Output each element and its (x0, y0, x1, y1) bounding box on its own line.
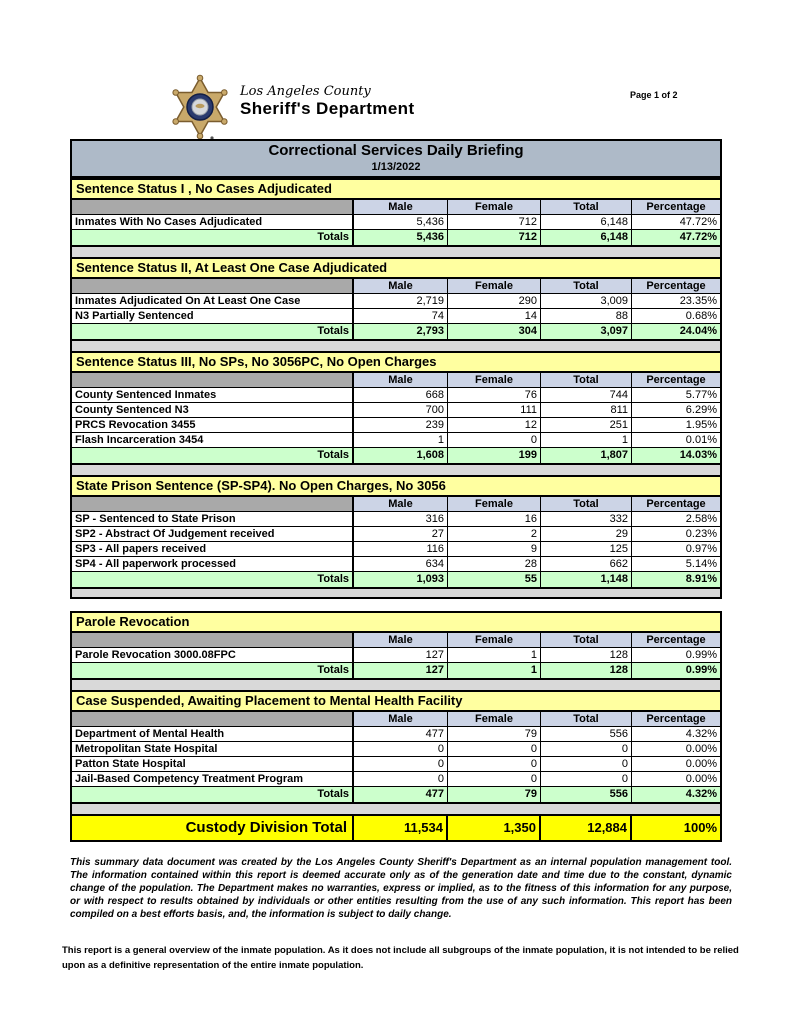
column-header-cell: Total (541, 279, 632, 294)
totals-percentage-cell: 4.32% (632, 787, 720, 802)
totals-percentage-cell: 47.72% (632, 230, 720, 245)
table-row (72, 512, 720, 527)
report-section (70, 178, 722, 247)
totals-female-cell: 55 (448, 572, 541, 587)
totals-female-cell: 1 (448, 663, 541, 678)
percentage-cell: 4.32% (632, 727, 720, 742)
section-spacer (70, 247, 722, 257)
report-title: Correctional Services Daily Briefing (268, 142, 524, 159)
totals-percentage-cell: 8.91% (632, 572, 720, 587)
row-label-cell: SP3 - All papers received (72, 542, 354, 557)
column-header-blank-cell (72, 712, 354, 727)
percentage-cell: 0.99% (632, 648, 720, 663)
table-row (72, 727, 720, 742)
table-row (72, 648, 720, 663)
table-row (72, 433, 720, 448)
percentage-cell: 0.68% (632, 309, 720, 324)
column-header-cell: Total (541, 497, 632, 512)
percentage-cell: 2.58% (632, 512, 720, 527)
section-spacer (70, 680, 722, 690)
column-header-row (72, 279, 720, 294)
report-section (70, 690, 722, 804)
male-cell: 239 (354, 418, 448, 433)
report-section (70, 475, 722, 589)
section-spacer (70, 341, 722, 351)
totals-male-cell: 477 (354, 787, 448, 802)
title-bar (70, 139, 722, 178)
column-header-cell: Male (354, 633, 448, 648)
column-header-row (72, 712, 720, 727)
totals-female-cell: 79 (448, 787, 541, 802)
section-title: Case Suspended, Awaiting Placement to Mental Health Facility (72, 692, 720, 712)
percentage-cell: 0.97% (632, 542, 720, 557)
section-title: Sentence Status I , No Cases Adjudicated (72, 180, 720, 200)
row-label-cell: Patton State Hospital (72, 757, 354, 772)
report-body (70, 139, 722, 842)
female-cell: 16 (448, 512, 541, 527)
totals-label-cell: Totals (72, 230, 354, 245)
row-label-cell: SP - Sentenced to State Prison (72, 512, 354, 527)
report-section (70, 351, 722, 465)
table-row (72, 403, 720, 418)
totals-label-cell: Totals (72, 572, 354, 587)
total-cell: 0 (541, 757, 632, 772)
grand-total-label: Custody Division Total (72, 816, 354, 840)
percentage-cell: 6.29% (632, 403, 720, 418)
percentage-cell: 5.14% (632, 557, 720, 572)
male-cell: 74 (354, 309, 448, 324)
total-cell: 6,148 (541, 215, 632, 230)
totals-female-cell: 304 (448, 324, 541, 339)
row-label-cell: Inmates With No Cases Adjudicated (72, 215, 354, 230)
male-cell: 477 (354, 727, 448, 742)
column-header-cell: Total (541, 200, 632, 215)
male-cell: 634 (354, 557, 448, 572)
logo-county-line: Los Angeles County (240, 84, 371, 99)
row-label-cell: Department of Mental Health (72, 727, 354, 742)
column-header-cell: Female (448, 200, 541, 215)
totals-total-cell: 556 (541, 787, 632, 802)
total-cell: 128 (541, 648, 632, 663)
custody-division-total-row (70, 814, 722, 842)
totals-label-cell: Totals (72, 324, 354, 339)
totals-total-cell: 1,148 (541, 572, 632, 587)
female-cell: 14 (448, 309, 541, 324)
column-header-cell: Male (354, 712, 448, 727)
totals-female-cell: 199 (448, 448, 541, 463)
table-row (72, 527, 720, 542)
female-cell: 290 (448, 294, 541, 309)
section-title: Sentence Status II, At Least One Case Adjudicated (72, 259, 720, 279)
sections-container (70, 178, 722, 814)
column-header-cell: Percentage (632, 633, 720, 648)
column-header-cell: Percentage (632, 373, 720, 388)
total-cell: 3,009 (541, 294, 632, 309)
logo-department-line: Sheriff's Department (240, 99, 415, 118)
total-cell: 29 (541, 527, 632, 542)
row-label-cell: Parole Revocation 3000.08FPC (72, 648, 354, 663)
table-row (72, 742, 720, 757)
column-header-cell: Male (354, 200, 448, 215)
column-header-cell: Female (448, 279, 541, 294)
section-spacer (70, 589, 722, 599)
total-cell: 744 (541, 388, 632, 403)
total-cell: 0 (541, 772, 632, 787)
grand-total-percentage: 100% (632, 816, 720, 840)
column-header-cell: Percentage (632, 712, 720, 727)
percentage-cell: 0.00% (632, 757, 720, 772)
department-logo (168, 74, 415, 144)
percentage-cell: 47.72% (632, 215, 720, 230)
table-row (72, 418, 720, 433)
totals-percentage-cell: 0.99% (632, 663, 720, 678)
totals-row (72, 663, 720, 678)
column-header-cell: Percentage (632, 497, 720, 512)
totals-row (72, 448, 720, 463)
column-header-blank-cell (72, 279, 354, 294)
totals-total-cell: 1,807 (541, 448, 632, 463)
row-label-cell: N3 Partially Sentenced (72, 309, 354, 324)
section-title: Parole Revocation (72, 613, 720, 633)
percentage-cell: 0.00% (632, 742, 720, 757)
totals-row (72, 787, 720, 802)
row-label-cell: Flash Incarceration 3454 (72, 433, 354, 448)
totals-percentage-cell: 24.04% (632, 324, 720, 339)
male-cell: 27 (354, 527, 448, 542)
male-cell: 127 (354, 648, 448, 663)
female-cell: 79 (448, 727, 541, 742)
female-cell: 712 (448, 215, 541, 230)
totals-row (72, 230, 720, 245)
totals-male-cell: 1,093 (354, 572, 448, 587)
female-cell: 12 (448, 418, 541, 433)
logo-text (240, 84, 415, 118)
female-cell: 9 (448, 542, 541, 557)
column-header-blank-cell (72, 497, 354, 512)
column-header-cell: Total (541, 633, 632, 648)
totals-row (72, 324, 720, 339)
section-title: State Prison Sentence (SP-SP4). No Open Charges, No 3056 (72, 477, 720, 497)
total-cell: 332 (541, 512, 632, 527)
column-header-cell: Total (541, 712, 632, 727)
table-row (72, 542, 720, 557)
total-cell: 556 (541, 727, 632, 742)
page-number-label: Page 1 of 2 (630, 90, 678, 100)
column-header-cell: Male (354, 497, 448, 512)
row-label-cell: Metropolitan State Hospital (72, 742, 354, 757)
totals-total-cell: 6,148 (541, 230, 632, 245)
female-cell: 1 (448, 648, 541, 663)
column-header-blank-cell (72, 200, 354, 215)
footnote-text: This report is a general overview of the inmate population. As it does not include all subgroups of the inmate population, it is not intended to be relied upon as a definitive representation of the entire inmate population. (62, 945, 739, 971)
female-cell: 2 (448, 527, 541, 542)
male-cell: 668 (354, 388, 448, 403)
table-row (72, 215, 720, 230)
female-cell: 111 (448, 403, 541, 418)
male-cell: 116 (354, 542, 448, 557)
table-row (72, 294, 720, 309)
column-header-cell: Female (448, 712, 541, 727)
row-label-cell: County Sentenced Inmates (72, 388, 354, 403)
male-cell: 2,719 (354, 294, 448, 309)
totals-label-cell: Totals (72, 663, 354, 678)
column-header-cell: Percentage (632, 200, 720, 215)
total-cell: 1 (541, 433, 632, 448)
male-cell: 700 (354, 403, 448, 418)
column-header-row (72, 633, 720, 648)
percentage-cell: 1.95% (632, 418, 720, 433)
female-cell: 0 (448, 742, 541, 757)
total-cell: 662 (541, 557, 632, 572)
column-header-row (72, 373, 720, 388)
table-row (72, 309, 720, 324)
column-header-cell: Percentage (632, 279, 720, 294)
row-label-cell: County Sentenced N3 (72, 403, 354, 418)
row-label-cell: SP2 - Abstract Of Judgement received (72, 527, 354, 542)
female-cell: 0 (448, 772, 541, 787)
female-cell: 28 (448, 557, 541, 572)
totals-total-cell: 128 (541, 663, 632, 678)
male-cell: 0 (354, 742, 448, 757)
column-header-row (72, 497, 720, 512)
female-cell: 0 (448, 757, 541, 772)
female-cell: 0 (448, 433, 541, 448)
total-cell: 88 (541, 309, 632, 324)
totals-label-cell: Totals (72, 787, 354, 802)
section-title: Sentence Status III, No SPs, No 3056PC, No Open Charges (72, 353, 720, 373)
column-header-cell: Male (354, 373, 448, 388)
female-cell: 76 (448, 388, 541, 403)
row-label-cell: Jail-Based Competency Treatment Program (72, 772, 354, 787)
percentage-cell: 0.23% (632, 527, 720, 542)
table-row (72, 557, 720, 572)
column-header-cell: Male (354, 279, 448, 294)
column-header-cell: Total (541, 373, 632, 388)
male-cell: 0 (354, 757, 448, 772)
report-date: 1/13/2022 (371, 161, 421, 173)
row-label-cell: SP4 - All paperwork processed (72, 557, 354, 572)
column-header-cell: Female (448, 633, 541, 648)
section-break-gap (70, 599, 722, 611)
percentage-cell: 5.77% (632, 388, 720, 403)
totals-row (72, 572, 720, 587)
male-cell: 316 (354, 512, 448, 527)
percentage-cell: 23.35% (632, 294, 720, 309)
totals-male-cell: 1,608 (354, 448, 448, 463)
row-label-cell: PRCS Revocation 3455 (72, 418, 354, 433)
section-spacer (70, 804, 722, 814)
column-header-cell: Female (448, 497, 541, 512)
grand-total-total: 12,884 (541, 816, 632, 840)
totals-total-cell: 3,097 (541, 324, 632, 339)
section-spacer (70, 465, 722, 475)
grand-total-male: 11,534 (354, 816, 448, 840)
sheriff-star-badge-icon (168, 74, 232, 144)
total-cell: 811 (541, 403, 632, 418)
column-header-blank-cell (72, 373, 354, 388)
total-cell: 125 (541, 542, 632, 557)
totals-male-cell: 5,436 (354, 230, 448, 245)
column-header-blank-cell (72, 633, 354, 648)
disclaimer-text: This summary data document was created by the Los Angeles County Sheriff's Department as an internal population management tool. The information contained within this report is deemed accurate only as of the generation date and time due to the constant, dynamic change of the population. The Department makes no warranties, express or implied, as to the fitness of this information for any purpose, or with respect to results obtained by individuals or other entities resulting from the use of any such information. This report has been compiled on a best efforts basis, and, the information is subject to daily change. (70, 857, 732, 920)
male-cell: 0 (354, 772, 448, 787)
table-row (72, 388, 720, 403)
report-section (70, 257, 722, 341)
totals-male-cell: 127 (354, 663, 448, 678)
percentage-cell: 0.01% (632, 433, 720, 448)
column-header-cell: Female (448, 373, 541, 388)
male-cell: 1 (354, 433, 448, 448)
grand-total-female: 1,350 (448, 816, 541, 840)
total-cell: 0 (541, 742, 632, 757)
report-section (70, 611, 722, 680)
male-cell: 5,436 (354, 215, 448, 230)
totals-female-cell: 712 (448, 230, 541, 245)
totals-percentage-cell: 14.03% (632, 448, 720, 463)
table-row (72, 772, 720, 787)
totals-label-cell: Totals (72, 448, 354, 463)
row-label-cell: Inmates Adjudicated On At Least One Case (72, 294, 354, 309)
total-cell: 251 (541, 418, 632, 433)
totals-male-cell: 2,793 (354, 324, 448, 339)
column-header-row (72, 200, 720, 215)
table-row (72, 757, 720, 772)
percentage-cell: 0.00% (632, 772, 720, 787)
